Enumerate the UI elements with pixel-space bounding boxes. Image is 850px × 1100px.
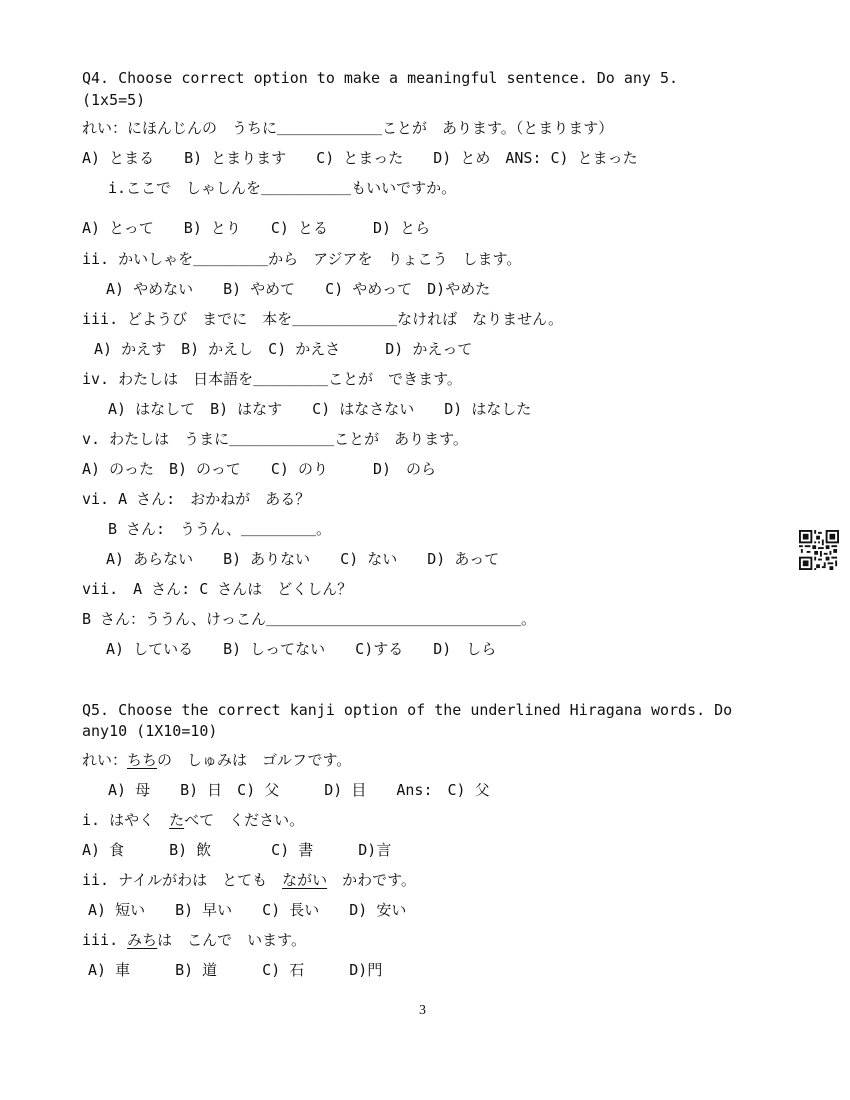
q4-item-v: v. わたしは うまに＿＿＿＿＿＿＿ことが あります。 [82, 430, 468, 448]
q5-title-marks: any10 (1X10=10) [82, 722, 218, 740]
q4-item-vii-reply: B さん：ううん、けっこん＿＿＿＿＿＿＿＿＿＿＿＿＿＿＿＿＿。 [82, 610, 536, 628]
q4-item-iii: iii. どようび までに 本を＿＿＿＿＿＿＿なければ なりません。 [82, 310, 564, 328]
q4-item-iv-options: A) はなして B) はなす C) はなさない D) はなした [108, 400, 532, 418]
q4-item-iv: iv. わたしは 日本語を＿＿＿＿＿ことが できます。 [82, 370, 462, 388]
q5-item-ii: ii. ナイルがわは とても ながい かわです。 [82, 871, 416, 889]
page-number: 3 [419, 1003, 426, 1018]
q5-item-iii: iii. みちは こんで います。 [82, 931, 306, 949]
q4-item-i: i.ここで しゃしんを＿＿＿＿＿＿もいいですか。 [108, 179, 457, 197]
q4-item-vii: vii. A さん: C さんは どくしん？ [82, 580, 353, 598]
q5-item-i: i. はやく たべて ください。 [82, 811, 305, 829]
q4-item-ii: ii. かいしゃを＿＿＿＿＿から アジアを りょこう します。 [82, 250, 522, 268]
q4-example: れい：にほんじんの うちに＿＿＿＿＿＿＿ことが あります。（とまります） [82, 119, 614, 137]
q5-example: れい：ちちの しゅみは ゴルフです。 [82, 751, 352, 769]
q4-item-vi: vi. A さん: おかねが ある？ [82, 490, 311, 508]
q4-item-v-options: A) のった B) のって C) のり D) のら [82, 460, 437, 478]
q4-title-marks: (1x5=5) [82, 91, 146, 109]
q5-example-options: A) 母 B) 日 C) 父 D) 目 Ans: C) 父 [108, 781, 490, 799]
q4-item-iii-options: A) かえす B) かえし C) かえさ D) かえって [94, 340, 473, 358]
q5-item-ii-options: A) 短い B) 早い C) 長い D) 安い [88, 901, 407, 919]
q5-title: Q5. Choose the correct kanji option of the underlined Hiragana words. Do [82, 701, 733, 719]
q5-item-iii-options: A) 車 B) 道 C) 石 D)門 [88, 961, 383, 979]
q4-item-vi-reply: B さん: ううん、＿＿＿＿＿。 [108, 520, 331, 538]
q4-title: Q4. Choose correct option to make a meaningful sentence. Do any 5. [82, 69, 679, 87]
q4-item-i-options: A) とって B) とり C) とる D) とら [82, 219, 431, 237]
q5-item-i-options: A) 食 B) 飲 C) 書 D)言 [82, 841, 392, 859]
q4-item-vi-options: A) あらない B) ありない C) ない D) あって [106, 550, 500, 568]
q4-item-ii-options: A) やめない B) やめて C) やめって D)やめた [106, 280, 491, 298]
q4-example-options: A) とまる B) とまります C) とまった D) とめ ANS: C) とまった [82, 149, 638, 167]
q4-item-vii-options: A) している B) しってない C)する D) しら [106, 640, 497, 658]
qr-code-icon [799, 530, 839, 570]
